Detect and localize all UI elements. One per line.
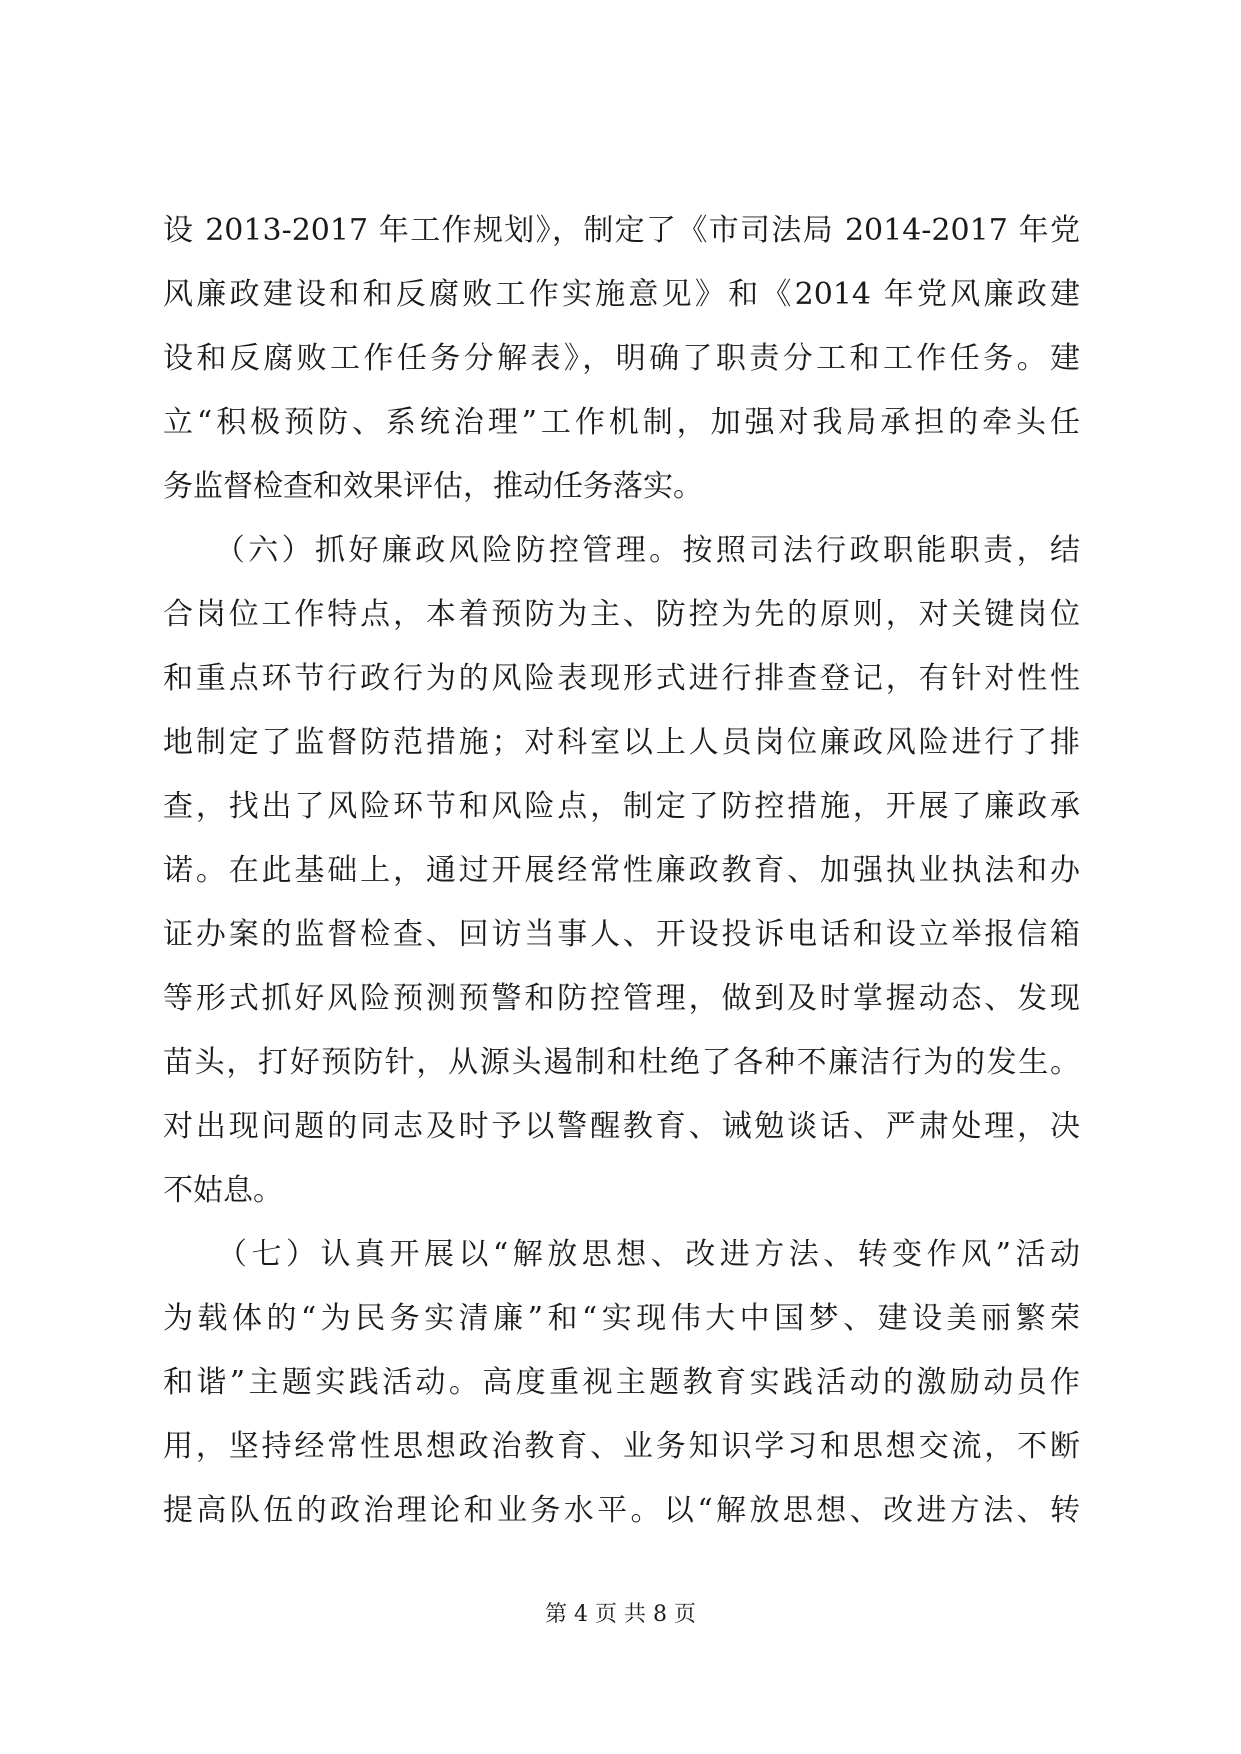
text-line: 等形式抓好风险预测预警和防控管理，做到及时掌握动态、发现 xyxy=(163,981,1080,1016)
text-line: 用，坚持经常性思想政治教育、业务知识学习和思想交流，不断 xyxy=(163,1429,1080,1464)
text-line: 立“积极预防、系统治理”工作机制，加强对我局承担的牵头任 xyxy=(163,405,1080,440)
text-line: 证办案的监督检查、回访当事人、开设投诉电话和设立举报信箱 xyxy=(163,917,1080,952)
text-line: 为载体的“为民务实清廉”和“实现伟大中国梦、建设美丽繁荣 xyxy=(163,1301,1080,1336)
text-line: 对出现问题的同志及时予以警醒教育、诫勉谈话、严肃处理，决 xyxy=(163,1109,1080,1144)
text-line: 和谐”主题实践活动。高度重视主题教育实践活动的激励动员作 xyxy=(163,1365,1080,1400)
text-line: 提高队伍的政治理论和业务水平。以“解放思想、改进方法、转 xyxy=(163,1493,1080,1528)
text-line: 诺。在此基础上，通过开展经常性廉政教育、加强执业执法和办 xyxy=(163,853,1080,888)
page-footer: 第 4 页 共 8 页 xyxy=(545,1602,696,1627)
text-line: （七）认真开展以“解放思想、改进方法、转变作风”活动 xyxy=(163,1237,1080,1272)
text-line: 和重点环节行政行为的风险表现形式进行排查登记，有针对性性 xyxy=(163,661,1080,696)
body-text xyxy=(163,199,1080,1543)
text-line: 合岗位工作特点，本着预防为主、防控为先的原则，对关键岗位 xyxy=(163,597,1080,632)
text-line: 设 2013-2017 年工作规划》，制定了《市司法局 2014-2017 年党 xyxy=(163,213,1080,248)
text-line: 查，找出了风险环节和风险点，制定了防控措施，开展了廉政承 xyxy=(163,789,1080,824)
text-line: 苗头，打好预防针，从源头遏制和杜绝了各种不廉洁行为的发生。 xyxy=(163,1045,1080,1080)
text-line: （六）抓好廉政风险防控管理。按照司法行政职能职责，结 xyxy=(163,533,1080,568)
text-line: 地制定了监督防范措施；对科室以上人员岗位廉政风险进行了排 xyxy=(163,725,1080,760)
text-line: 风廉政建设和和反腐败工作实施意见》和《2014 年党风廉政建 xyxy=(163,277,1080,312)
text-line: 设和反腐败工作任务分解表》，明确了职责分工和工作任务。建 xyxy=(163,341,1080,376)
text-line: 务监督检查和效果评估，推动任务落实。 xyxy=(163,469,703,504)
text-line: 不姑息。 xyxy=(163,1173,283,1208)
